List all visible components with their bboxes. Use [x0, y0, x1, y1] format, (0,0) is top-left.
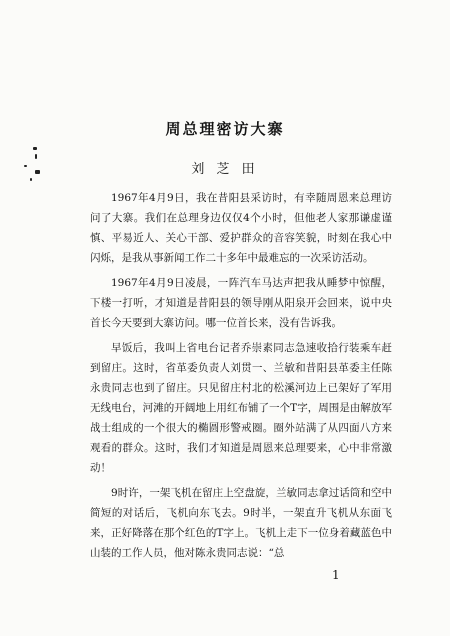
article-author: 刘 芝 田 [191, 162, 259, 177]
paragraph: 9时许，一架飞机在留庄上空盘旋，兰敏同志拿过话筒和空中简短的对话后，飞机向东飞去。9时半，一架直升飞机从东面飞来，正好降落在那个红色的T字上。飞机上走下一位身着藏蓝色中山装的工作人员，他对陈永贵同志说：“总 [90, 487, 392, 559]
article-body [90, 188, 392, 568]
paragraph: 1967年4月9日，我在昔阳县采访时，有幸随周恩来总理访问了大寨。我们在总理身边仅仅4个小时，但他老人家那谦虚谨慎、平易近人、关心干部、爱护群众的音容笑貌，时刻在我心中闪烁，是我从事新闻工作二十多年中最难忘的一次采访活动。 [90, 192, 392, 264]
article-title: 周总理密访大寨 [165, 120, 285, 138]
scan-mark [30, 178, 32, 181]
scan-mark [33, 147, 37, 150]
page-number: 1 [332, 568, 340, 582]
paragraph: 1967年4月9日凌晨，一阵汽车马达声把我从睡梦中惊醒，下楼一打听，才知道是昔阳县的领导刚从阳泉开会回来，说中央首长今天要到大寨访问。哪一位首长来，没有告诉我。 [90, 277, 392, 329]
paragraph: 早饭后，我叫上省电台记者乔崇素同志急速收拾行装乘车赶到留庄。这时，省革委负责人刘贯一、兰敏和昔阳县革委主任陈永贵同志也到了留庄。只见留庄村北的松溪河边上已架好了军用无线电台，河滩的开阔地上用红布铺了一个T字，周围是由解放军战士组成的一个很大的椭圆形警戒圈。圈外站满了从四面八方来观看的群众。这时，我们才知道是周恩来总理要来，心中非常激动！ [90, 342, 392, 474]
